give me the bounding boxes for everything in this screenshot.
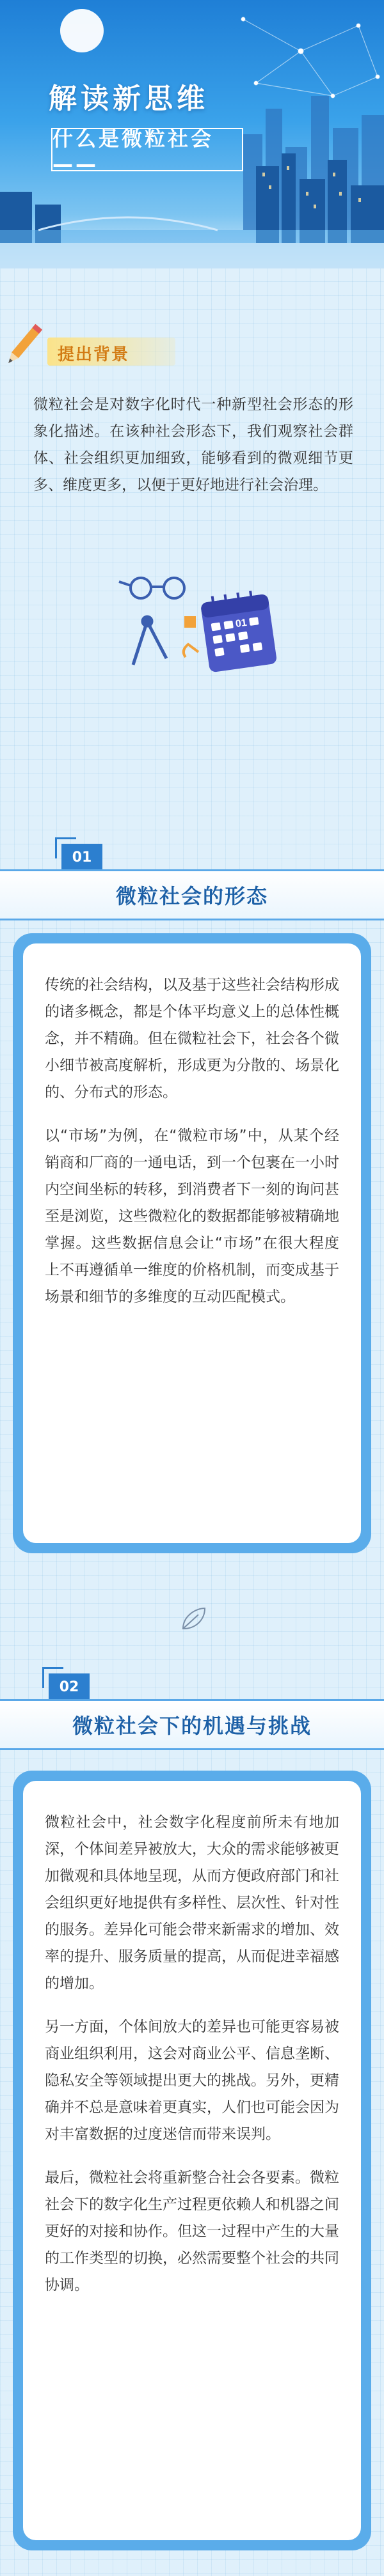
page-subtitle: 什么是微粒社会—— xyxy=(51,128,243,171)
paragraph: 微粒社会中，社会数字化程度前所未有地加深，个体间差异被放大，大众的需求能够被更加微观和具体地呈现，从而方便政府部门和社会组织更好地提供有多样性、层次性、针对性的服务。差异化可能会带来新需求的增加、效率的提升、服务质量的提高，从而促进幸福感的增加。 xyxy=(45,1814,339,1992)
card-body-01 xyxy=(23,943,361,1543)
leaf-icon xyxy=(177,1603,209,1635)
paragraph: 另一方面，个体间放大的差异也可能更容易被商业组织利用，这会对商业公平、信息垄断、隐私安全等领域提出更大的挑战。另外，更精确并不总是意味着更真实，人们也可能会因为对丰富数据的过度迷信而带来误判。 xyxy=(45,2019,339,2143)
compass-icon xyxy=(133,617,166,665)
paragraph: 最后，微粒社会将重新整合社会各要素。微粒社会下的数字化生产过程更依赖人和机器之间更好的对接和协作。但这一过程中产生的大量的工作类型的切换，必然需要整个社会的共同协调。 xyxy=(45,2169,339,2293)
section-title-01: 微粒社会的形态 xyxy=(115,884,268,908)
paragraph: 以“市场”为例，在“微粒市场”中，从某个经销商和厂商的一通电话，到一个包裹在一小时内空间坐标的转移，到消费者下一刻的询问甚至是浏览，这些微粒化的数据都能够被精确地掌握。这些数据信息会让“市场”在很大程度上不再遵循单一维度的价格机制，而变成基于场景和细节的多维度的互动匹配模式。 xyxy=(45,1128,339,1305)
page-title: 解读新思维 xyxy=(49,82,209,115)
cube-icon xyxy=(184,616,196,628)
pencil-icon xyxy=(0,321,45,372)
content-card-01 xyxy=(13,933,371,1553)
section-label-text: 提出背景 xyxy=(58,345,130,364)
section-title-bar-02 xyxy=(0,1699,384,1750)
section-title-bar-01 xyxy=(0,869,384,920)
content-card-02 xyxy=(13,1771,371,2550)
clip-icon xyxy=(184,644,198,657)
card-body-02 xyxy=(23,1781,361,2540)
stationery-illustration xyxy=(115,563,282,690)
calendar-icon xyxy=(200,589,277,673)
calendar-date: 01 xyxy=(234,617,248,630)
section-title-02: 微粒社会下的机遇与挑战 xyxy=(72,1714,312,1738)
section-label-background xyxy=(47,338,175,366)
paragraph: 传统的社会结构，以及基于这些社会结构形成的诸多概念，都是个体平均意义上的总体性概念，并不精确。但在微粒社会下，社会各个微小细节被高度解析，形成更为分散的、场景化的、分布式的形态。 xyxy=(45,977,339,1101)
glasses-icon xyxy=(119,578,184,598)
section-number-01: 01 xyxy=(61,844,102,871)
section-number-02: 02 xyxy=(49,1673,90,1700)
hero-banner xyxy=(0,0,384,268)
intro-paragraph: 微粒社会是对数字化时代一种新型社会形态的形象化描述。在该种社会形态下，我们观察社会群体、社会组织更加细致，能够看到的微观细节更多、维度更多，以便于更好地进行社会治理。 xyxy=(33,396,353,493)
